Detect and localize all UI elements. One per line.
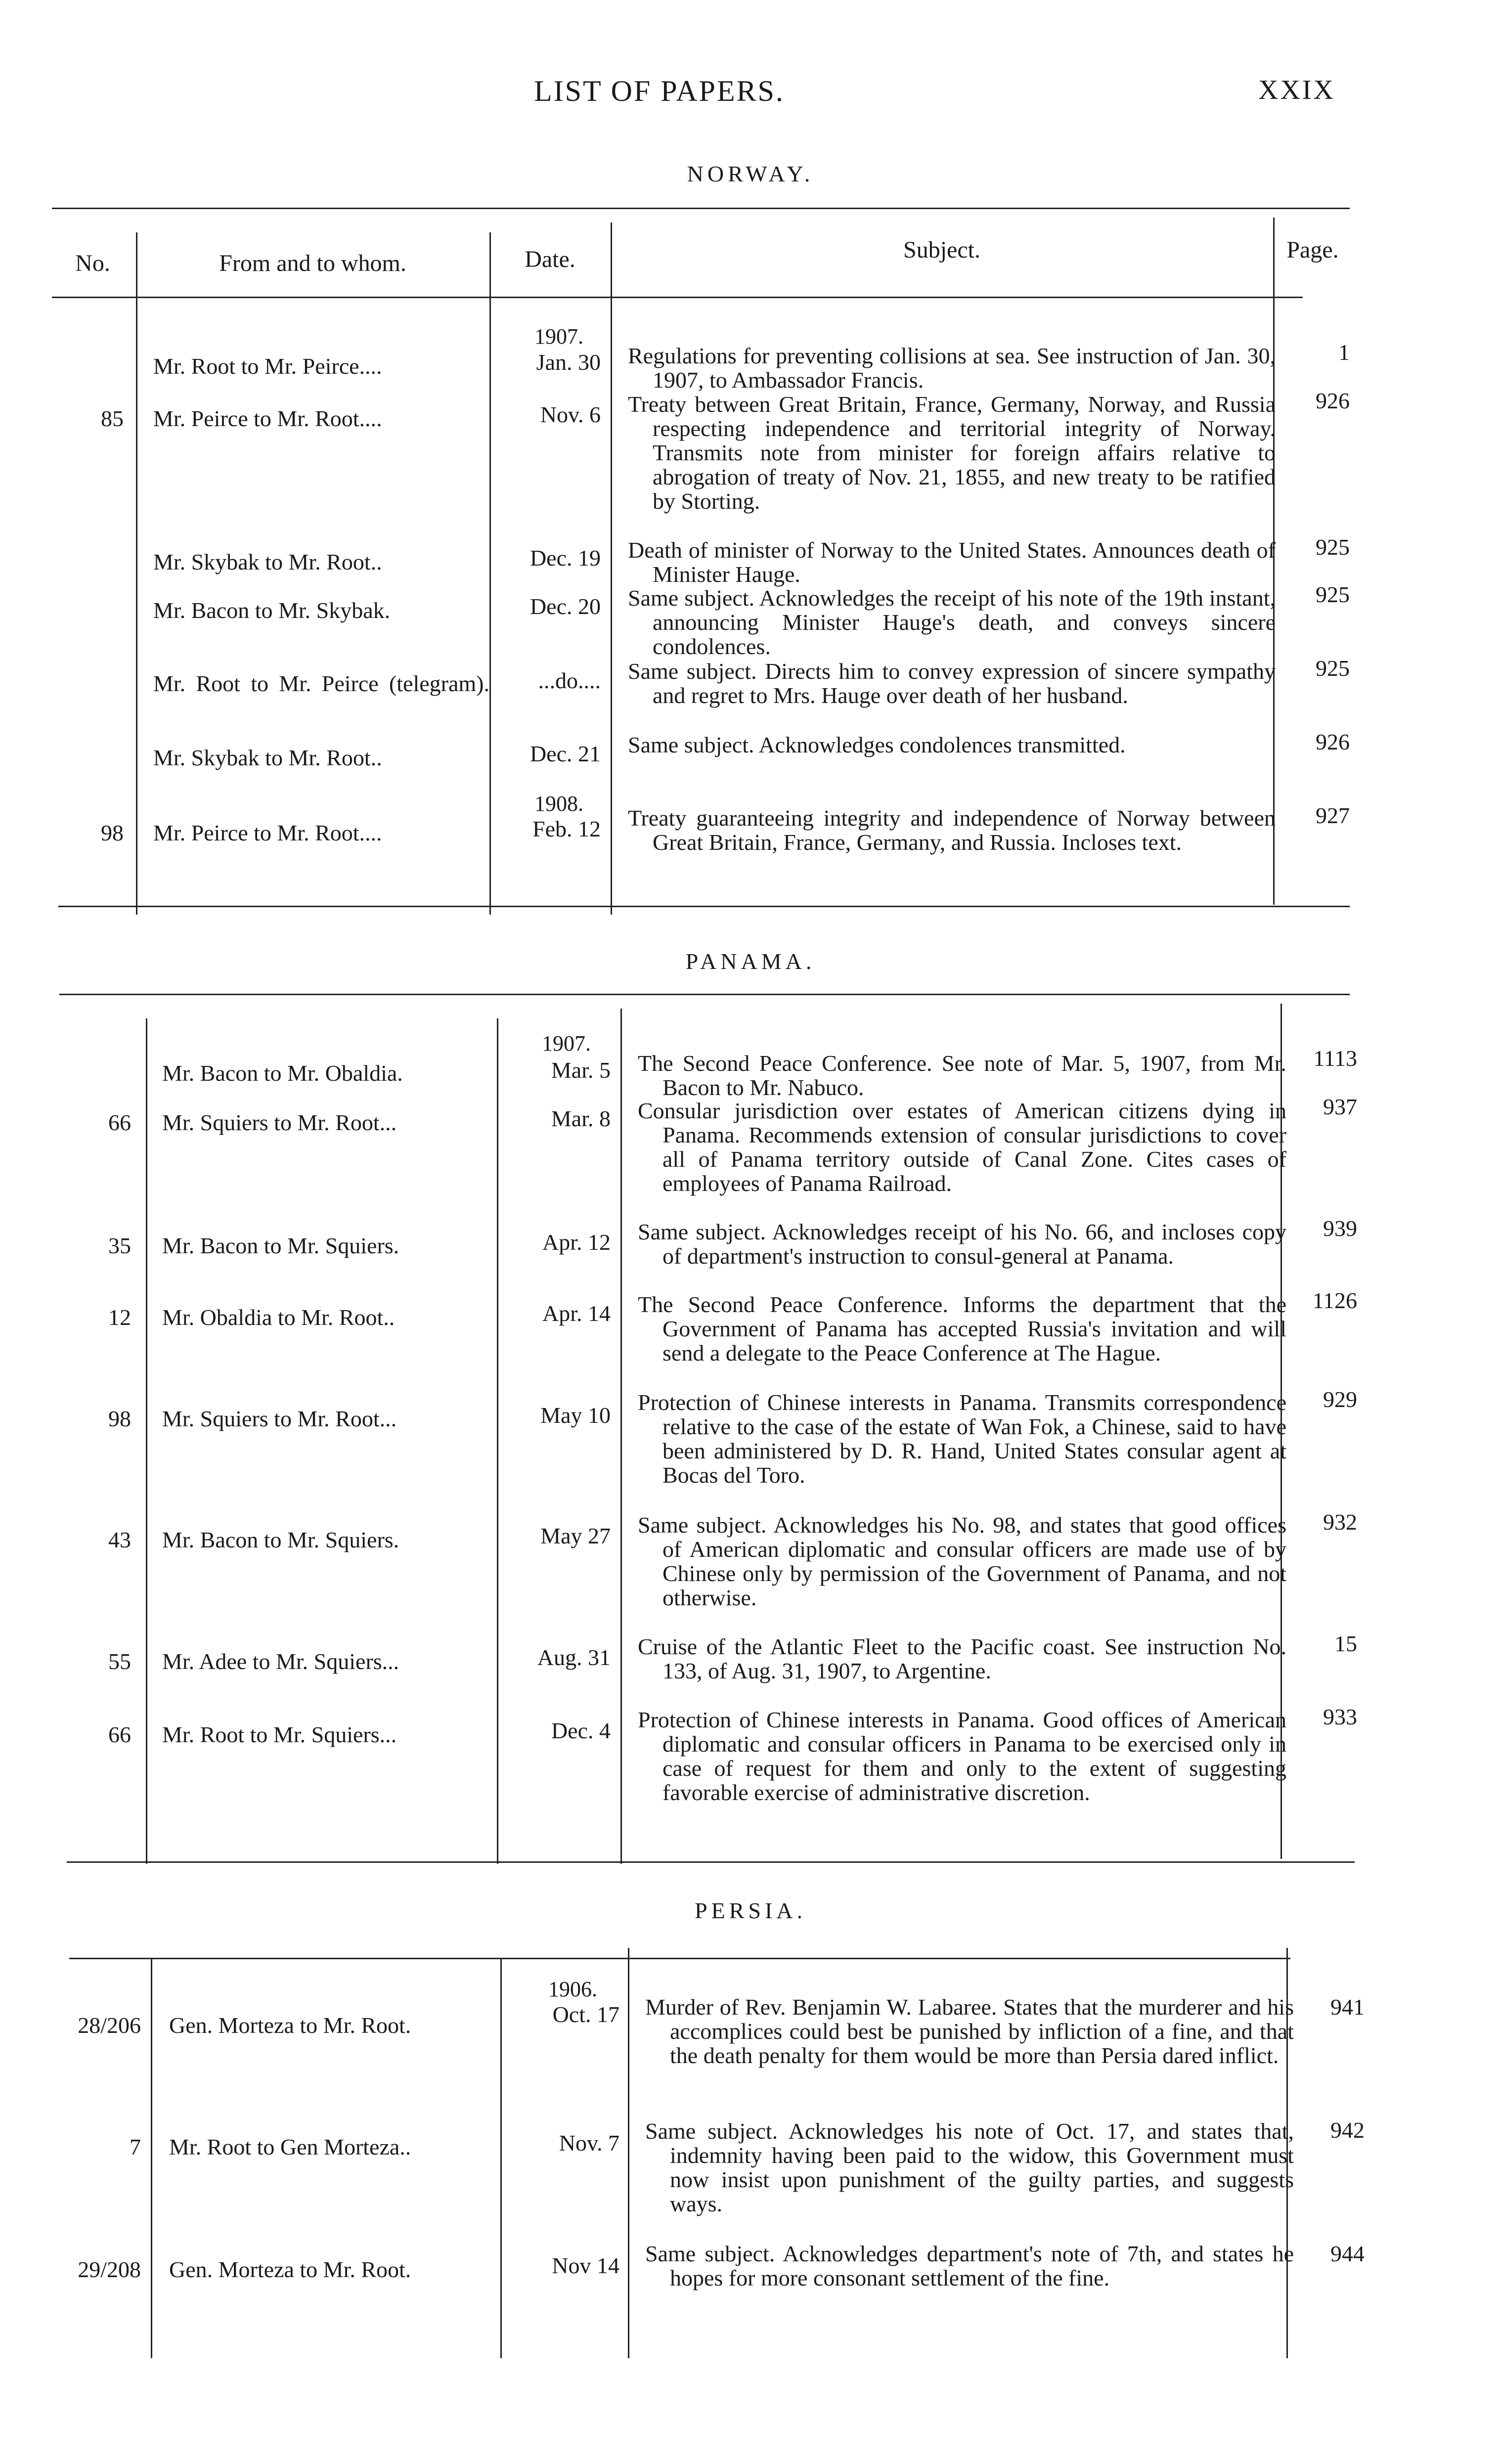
from-to-cell: Mr. Bacon to Mr. Skybak.	[153, 598, 391, 623]
from-to-cell: Gen. Morteza to Mr. Root.	[169, 2013, 411, 2038]
page-ref-cell: 926	[1316, 388, 1350, 413]
section-title-norway: NORWAY.	[687, 161, 814, 186]
from-to-cell: Mr. Bacon to Mr. Squiers.	[162, 1527, 399, 1552]
number-cell: 98	[108, 1406, 131, 1431]
column-rule	[136, 232, 137, 915]
date-cell: Nov. 7	[559, 2130, 619, 2156]
from-to-cell: Mr. Peirce to Mr. Root....	[153, 406, 382, 431]
number-cell: 43	[108, 1527, 131, 1552]
column-rule	[628, 1948, 629, 2358]
from-to-cell: Mr. Peirce to Mr. Root....	[153, 820, 382, 845]
column-rule	[500, 1958, 502, 2358]
subject-cell: Protection of Chinese interests in Panama. Good offices of American diplomatic and consular officers in Panama to be exercised only in case of request for them and only to the extent of suggesting favorable exercise of administrative discretion.	[638, 1707, 1286, 1805]
date-cell: Dec. 4	[551, 1718, 611, 1743]
page-number: XXIX	[1258, 75, 1335, 105]
number-cell: 85	[101, 406, 124, 431]
page-ref-cell: 925	[1316, 582, 1350, 607]
table-top-rule	[69, 1958, 1290, 1959]
column-header-no: No.	[75, 250, 110, 276]
number-cell: 12	[108, 1305, 131, 1330]
date-cell: May 10	[540, 1403, 611, 1428]
page-ref-cell: 926	[1316, 729, 1350, 754]
date-cell: Dec. 20	[530, 594, 601, 619]
subject-cell: Same subject. Acknowledges condolences transmitted.	[628, 732, 1126, 757]
page-ref-cell: 929	[1323, 1387, 1357, 1412]
subject-cell: Same subject. Acknowledges his note of Oct. 17, and states that, indemnity having been paid to the widow, this Government must now insist upon punishment of the guilty parties, and suggests ways.	[645, 2118, 1294, 2216]
header-bottom-rule	[52, 297, 1303, 298]
date-cell: Feb. 12	[532, 816, 601, 841]
year-marker: 1906.	[548, 1977, 597, 2001]
column-rule	[497, 1018, 498, 1864]
subject-cell: Same subject. Acknowledges the receipt of his note of the 19th instant, announcing Minister Hauge's death, and conveys sincere condolences.	[628, 585, 1276, 659]
column-rule	[611, 222, 612, 915]
date-cell: Aug. 31	[537, 1645, 611, 1670]
page-ref-cell: 939	[1323, 1216, 1357, 1241]
page-ref-cell: 15	[1334, 1631, 1357, 1656]
date-cell: Jan. 30	[536, 350, 601, 375]
date-cell: Mar. 5	[551, 1057, 611, 1083]
from-to-cell: Mr. Root to Mr. Peirce (telegram).	[153, 671, 489, 696]
section-title-persia: PERSIA.	[695, 1898, 806, 1923]
date-cell: May 27	[540, 1523, 611, 1548]
date-cell: Dec. 21	[530, 741, 601, 766]
page-ref-cell: 925	[1316, 534, 1350, 560]
column-rule	[146, 1018, 147, 1864]
from-to-cell: Mr. Root to Mr. Squiers...	[162, 1722, 397, 1747]
column-rule	[489, 232, 491, 915]
subject-cell: Death of minister of Norway to the United States. Announces death of Minister Hauge.	[628, 537, 1276, 587]
from-to-cell: Mr. Root to Mr. Peirce....	[153, 353, 382, 379]
column-header-date: Date.	[525, 246, 575, 272]
number-cell: 28/206	[78, 2013, 141, 2038]
page-ref-cell: 944	[1330, 2241, 1365, 2266]
page-ref-cell: 942	[1330, 2117, 1365, 2143]
number-cell: 7	[130, 2134, 141, 2159]
subject-cell: Same subject. Directs him to convey expression of sincere sympathy and regret to Mrs. Hauge over death of her husband.	[628, 659, 1276, 708]
from-to-cell: Mr. Squiers to Mr. Root...	[162, 1406, 397, 1431]
subject-cell: Same subject. Acknowledges receipt of his No. 66, and incloses copy of department's instruction to consul-general at Panama.	[638, 1219, 1286, 1269]
date-cell: Oct. 17	[552, 2002, 619, 2027]
date-cell: Mar. 8	[551, 1106, 611, 1131]
number-cell: 98	[101, 820, 124, 845]
year-marker: 1907.	[534, 324, 583, 349]
from-to-cell: Mr. Root to Gen Morteza..	[169, 2134, 411, 2159]
page-ref-cell: 933	[1323, 1704, 1357, 1729]
date-cell: Dec. 19	[530, 545, 601, 571]
page-ref-cell: 1	[1338, 340, 1350, 365]
subject-cell: Treaty guaranteeing integrity and independence of Norway between Great Britain, France, Germany, and Russia. Incloses text.	[628, 805, 1276, 855]
page-ref-cell: 925	[1316, 656, 1350, 681]
year-marker: 1908.	[534, 792, 583, 816]
subject-cell: Same subject. Acknowledges his No. 98, and states that good offices of American diplomatic and consular officers are made use of by Chinese only by permission of the Government of Panama, and not otherwise.	[638, 1512, 1286, 1610]
page-ref-cell: 1113	[1313, 1046, 1357, 1071]
from-to-cell: Mr. Skybak to Mr. Root..	[153, 549, 382, 574]
page-ref-cell: 941	[1330, 1994, 1365, 2020]
column-rule	[151, 1958, 152, 2358]
year-marker: 1907.	[542, 1031, 591, 1056]
date-cell: Apr. 14	[542, 1301, 611, 1326]
from-to-cell: Gen. Morteza to Mr. Root.	[169, 2257, 411, 2282]
section-title-panama: PANAMA.	[685, 949, 816, 974]
from-to-cell: Mr. Bacon to Mr. Obaldia.	[162, 1060, 403, 1086]
column-header-page: Page.	[1286, 237, 1339, 263]
subject-cell: Consular jurisdiction over estates of American citizens dying in Panama. Recommends extension of consular jurisdictions to cover all of Panama territory outside of Canal Zone. Cites cases of employees of Panama Railroad.	[638, 1098, 1286, 1196]
date-cell: ...do....	[538, 668, 601, 693]
from-to-cell: Mr. Bacon to Mr. Squiers.	[162, 1233, 399, 1258]
subject-cell: Regulations for preventing collisions at sea. See instruction of Jan. 30, 1907, to Ambassador Francis.	[628, 343, 1276, 393]
from-to-cell: Mr. Skybak to Mr. Root..	[153, 745, 382, 770]
column-rule	[620, 1009, 622, 1864]
page-ref-cell: 927	[1316, 803, 1350, 828]
table-bottom-rule	[58, 906, 1350, 907]
table-top-rule	[59, 994, 1350, 995]
date-cell: Apr. 12	[542, 1230, 611, 1255]
running-title: LIST OF PAPERS.	[534, 75, 785, 107]
date-cell: Nov. 6	[540, 402, 601, 427]
column-header-subject: Subject.	[903, 237, 980, 263]
page-ref-cell: 1126	[1312, 1288, 1357, 1313]
table-bottom-rule	[67, 1861, 1355, 1863]
number-cell: 66	[108, 1722, 131, 1747]
running-head	[0, 74, 1501, 114]
date-cell: Nov 14	[552, 2253, 619, 2278]
subject-cell: The Second Peace Conference. Informs the department that the Government of Panama has accepted Russia's invitation and will send a delegate to the Peace Conference at The Hague.	[638, 1292, 1286, 1365]
subject-cell: Protection of Chinese interests in Panama. Transmits correspondence relative to the case of the estate of Wan Fok, a Chinese, said to have been administered by D. R. Hand, United States consular agent at Bocas del Toro.	[638, 1390, 1286, 1488]
column-header-from: From and to whom.	[219, 250, 406, 276]
page-ref-cell: 937	[1323, 1094, 1357, 1119]
number-cell: 29/208	[78, 2257, 141, 2282]
from-to-cell: Mr. Squiers to Mr. Root...	[162, 1110, 397, 1135]
subject-cell: Murder of Rev. Benjamin W. Labaree. States that the murderer and his accomplices could best be punished by infliction of a fine, and that the death penalty for them would be more than Persia dared inflict.	[645, 1994, 1294, 2068]
subject-cell: Same subject. Acknowledges department's note of 7th, and states he hopes for more consonant settlement of the fine.	[645, 2241, 1294, 2290]
subject-cell: Treaty between Great Britain, France, Germany, Norway, and Russia respecting independence and territorial integrity of Norway. Transmits note from minister for foreign affairs relative to abrogation of treaty of Nov. 21, 1855, and new treaty to be ratified by Storting.	[628, 392, 1276, 514]
page-ref-cell: 932	[1323, 1509, 1357, 1535]
subject-cell: The Second Peace Conference. See note of Mar. 5, 1907, from Mr. Bacon to Mr. Nabuco.	[638, 1051, 1286, 1100]
from-to-cell: Mr. Obaldia to Mr. Root..	[162, 1305, 395, 1330]
number-cell: 55	[108, 1649, 131, 1674]
from-to-cell: Mr. Adee to Mr. Squiers...	[162, 1649, 399, 1674]
number-cell: 66	[108, 1110, 131, 1135]
number-cell: 35	[108, 1233, 131, 1258]
subject-cell: Cruise of the Atlantic Fleet to the Pacific coast. See instruction No. 133, of Aug. 31, 1907, to Argentine.	[638, 1634, 1286, 1683]
table-top-rule	[52, 208, 1350, 209]
